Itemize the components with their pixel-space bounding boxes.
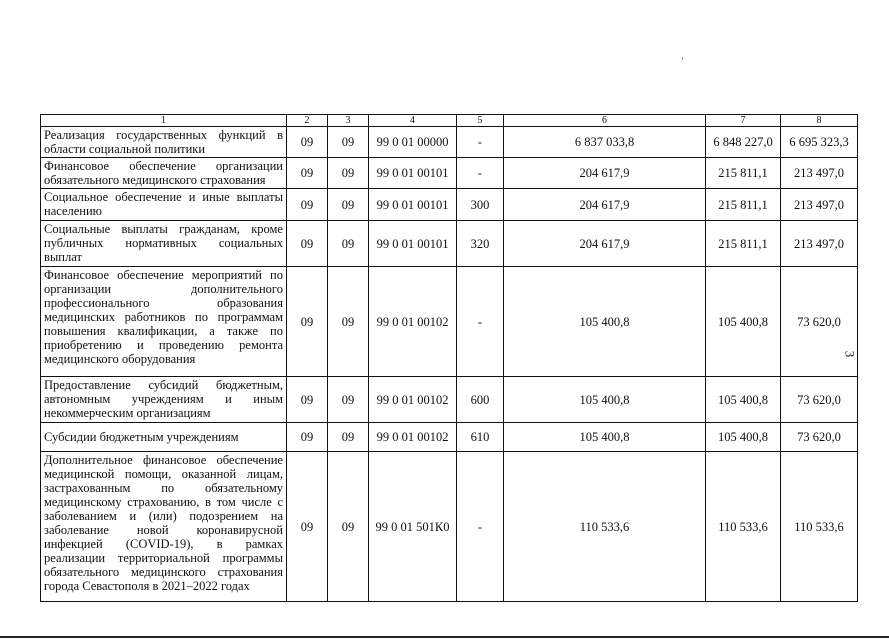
amount-col-7: 105 400,8 xyxy=(706,377,781,423)
row-name: Дополнительное финансовое обеспечение медицинской помощи, оказанной лицам, застрахованным по обязательному медицинскому страхованию, в том числе с заболеванием и (или) подозрением на заболевание новой коронавирусной инфекцией (COVID-19), в рамках реализации территориальной программы обязательного медицинского страхования города Севастополя в 2021–2022 годах xyxy=(41,452,287,602)
row-name: Субсидии бюджетным учреждениям xyxy=(41,423,287,452)
page-number: 3 xyxy=(842,350,858,358)
expense-type-code: 300 xyxy=(457,189,504,221)
target-article-code: 99 0 01 501К0 xyxy=(369,452,457,602)
amount-col-7: 215 811,1 xyxy=(706,221,781,267)
amount-col-8: 73 620,0 xyxy=(781,377,858,423)
column-number: 7 xyxy=(706,115,781,127)
amount-col-7: 105 400,8 xyxy=(706,267,781,377)
target-article-code: 99 0 01 00101 xyxy=(369,221,457,267)
table-row xyxy=(41,158,858,189)
expense-type-code: - xyxy=(457,452,504,602)
row-name: Социальные выплаты гражданам, кроме публичных нормативных социальных выплат xyxy=(41,221,287,267)
table-row xyxy=(41,377,858,423)
target-article-code: 99 0 01 00101 xyxy=(369,158,457,189)
amount-col-8: 73 620,0 xyxy=(781,423,858,452)
table-row xyxy=(41,127,858,158)
table-row xyxy=(41,452,858,602)
row-name: Реализация государственных функций в области социальной политики xyxy=(41,127,287,158)
target-article-code: 99 0 01 00102 xyxy=(369,267,457,377)
target-article-code: 99 0 01 00101 xyxy=(369,189,457,221)
amount-col-8: 213 497,0 xyxy=(781,158,858,189)
subsection-code: 09 xyxy=(328,127,369,158)
table-row xyxy=(41,423,858,452)
scan-speck xyxy=(682,57,683,60)
section-code: 09 xyxy=(287,189,328,221)
subsection-code: 09 xyxy=(328,267,369,377)
target-article-code: 99 0 01 00000 xyxy=(369,127,457,158)
budget-table xyxy=(40,114,858,602)
row-name: Финансовое обеспечение организации обязательного медицинского страхования xyxy=(41,158,287,189)
section-code: 09 xyxy=(287,158,328,189)
table-row xyxy=(41,221,858,267)
subsection-code: 09 xyxy=(328,377,369,423)
row-name: Финансовое обеспечение мероприятий по организации дополнительного профессионального образования медицинских работников по программам повышения квалификации, а также по приобретению и проведению ремонта медицинского оборудования xyxy=(41,267,287,377)
column-number: 3 xyxy=(328,115,369,127)
amount-col-7: 110 533,6 xyxy=(706,452,781,602)
column-number: 1 xyxy=(41,115,287,127)
page-bottom-edge xyxy=(0,636,889,638)
amount-col-8: 213 497,0 xyxy=(781,189,858,221)
row-name: Социальное обеспечение и иные выплаты населению xyxy=(41,189,287,221)
target-article-code: 99 0 01 00102 xyxy=(369,423,457,452)
column-number: 2 xyxy=(287,115,328,127)
column-number: 5 xyxy=(457,115,504,127)
subsection-code: 09 xyxy=(328,158,369,189)
column-number: 4 xyxy=(369,115,457,127)
amount-col-7: 215 811,1 xyxy=(706,189,781,221)
expense-type-code: - xyxy=(457,158,504,189)
amount-col-6: 204 617,9 xyxy=(504,221,706,267)
table-header-row xyxy=(41,115,858,127)
expense-type-code: - xyxy=(457,267,504,377)
amount-col-8: 110 533,6 xyxy=(781,452,858,602)
amount-col-6: 204 617,9 xyxy=(504,189,706,221)
section-code: 09 xyxy=(287,377,328,423)
section-code: 09 xyxy=(287,221,328,267)
expense-type-code: 600 xyxy=(457,377,504,423)
subsection-code: 09 xyxy=(328,452,369,602)
amount-col-6: 105 400,8 xyxy=(504,423,706,452)
table-row xyxy=(41,267,858,377)
amount-col-6: 110 533,6 xyxy=(504,452,706,602)
column-number: 6 xyxy=(504,115,706,127)
subsection-code: 09 xyxy=(328,189,369,221)
target-article-code: 99 0 01 00102 xyxy=(369,377,457,423)
section-code: 09 xyxy=(287,452,328,602)
amount-col-8: 6 695 323,3 xyxy=(781,127,858,158)
expense-type-code: 610 xyxy=(457,423,504,452)
subsection-code: 09 xyxy=(328,221,369,267)
subsection-code: 09 xyxy=(328,423,369,452)
row-name: Предоставление субсидий бюджетным, автономным учреждениям и иным некоммерческим организациям xyxy=(41,377,287,423)
section-code: 09 xyxy=(287,423,328,452)
expense-type-code: 320 xyxy=(457,221,504,267)
amount-col-6: 6 837 033,8 xyxy=(504,127,706,158)
amount-col-6: 105 400,8 xyxy=(504,377,706,423)
amount-col-8: 73 620,0 xyxy=(781,267,858,377)
amount-col-8: 213 497,0 xyxy=(781,221,858,267)
amount-col-6: 204 617,9 xyxy=(504,158,706,189)
amount-col-6: 105 400,8 xyxy=(504,267,706,377)
section-code: 09 xyxy=(287,127,328,158)
amount-col-7: 6 848 227,0 xyxy=(706,127,781,158)
amount-col-7: 215 811,1 xyxy=(706,158,781,189)
section-code: 09 xyxy=(287,267,328,377)
table-row xyxy=(41,189,858,221)
amount-col-7: 105 400,8 xyxy=(706,423,781,452)
expense-type-code: - xyxy=(457,127,504,158)
column-number: 8 xyxy=(781,115,858,127)
